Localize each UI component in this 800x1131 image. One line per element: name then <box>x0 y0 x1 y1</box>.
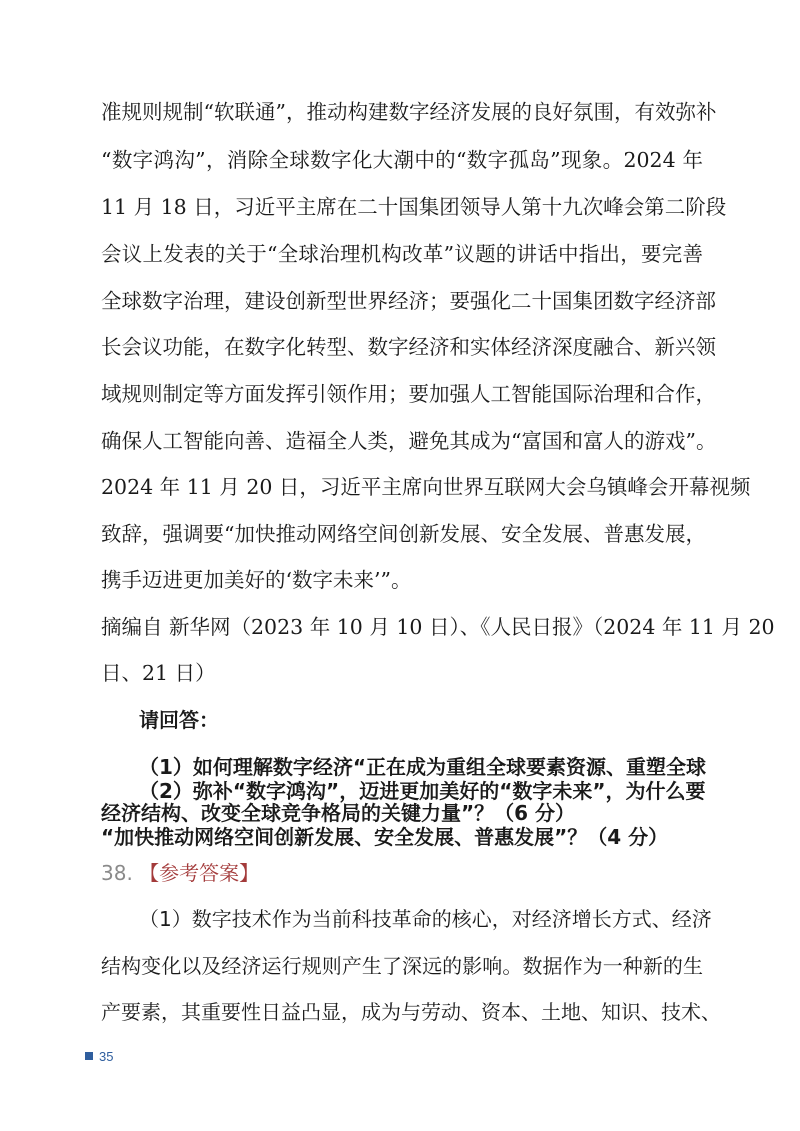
body-line: 会议上发表的关于“全球治理机构改革”议题的讲话中指出，要完善 <box>101 242 703 266</box>
body-line: 域规则制定等方面发挥引领作用；要加强人工智能国际治理和合作， <box>101 382 716 406</box>
body-line: 确保人工智能向善、造福全人类，避免其成为“富国和富人的游戏”。 <box>101 429 717 453</box>
answer-header <box>101 859 259 887</box>
source-citation-line: 摘编自 新华网（2023 年 10 月 10 日）、《人民日报》（2024 年 11 月 20 <box>101 615 775 639</box>
body-line: 长会议功能，在数字化转型、数字经济和实体经济深度融合、新兴领 <box>101 335 716 359</box>
body-line: 2024 年 11 月 20 日，习近平主席向世界互联网大会乌镇峰会开幕视频 <box>101 475 751 499</box>
body-line: 全球数字治理，建设创新型世界经济；要强化二十国集团数字经济部 <box>101 289 716 313</box>
footer-square-icon <box>85 1052 93 1060</box>
answer-line: 结构变化以及经济运行规则产生了深远的影响。数据作为一种新的生 <box>101 954 703 978</box>
question-1-line: 经济结构、改变全球竞争格局的关键力量”？（6 分） <box>101 801 576 825</box>
question-2-line: “加快推动网络空间创新发展、安全发展、普惠发展”？（4 分） <box>101 825 669 849</box>
question-1-line: （1）如何理解数字经济“正在成为重组全球要素资源、重塑全球 <box>139 755 707 779</box>
body-line: 携手迈进更加美好的‘数字未来’”。 <box>101 568 412 592</box>
body-line: “数字鸿沟”，消除全球数字化大潮中的“数字孤岛”现象。2024 年 <box>101 148 703 172</box>
body-line: 准规则规制“软联通”，推动构建数字经济发展的良好氛围，有效弥补 <box>101 100 717 124</box>
answer-line: 产要素，其重要性日益凸显，成为与劳动、资本、土地、知识、技术、 <box>101 1000 721 1024</box>
body-line: 致辞，强调要“加快推动网络空间创新发展、安全发展、普惠发展， <box>101 522 706 546</box>
answer-number: 38. <box>101 861 133 885</box>
answer-label: 【参考答案】 <box>139 861 260 885</box>
question-2-line: （2）弥补“数字鸿沟”，迈进更加美好的“数字未来”，为什么要 <box>139 779 706 803</box>
question-prompt: 请回答： <box>139 708 219 732</box>
body-line: 11 月 18 日，习近平主席在二十国集团领导人第十九次峰会第二阶段 <box>101 195 727 219</box>
page-footer <box>85 1049 113 1063</box>
page-number: 35 <box>99 1048 114 1064</box>
source-citation-line: 日、21 日） <box>101 661 216 685</box>
answer-line: （1）数字技术作为当前科技革命的核心，对经济增长方式、经济 <box>139 907 712 931</box>
